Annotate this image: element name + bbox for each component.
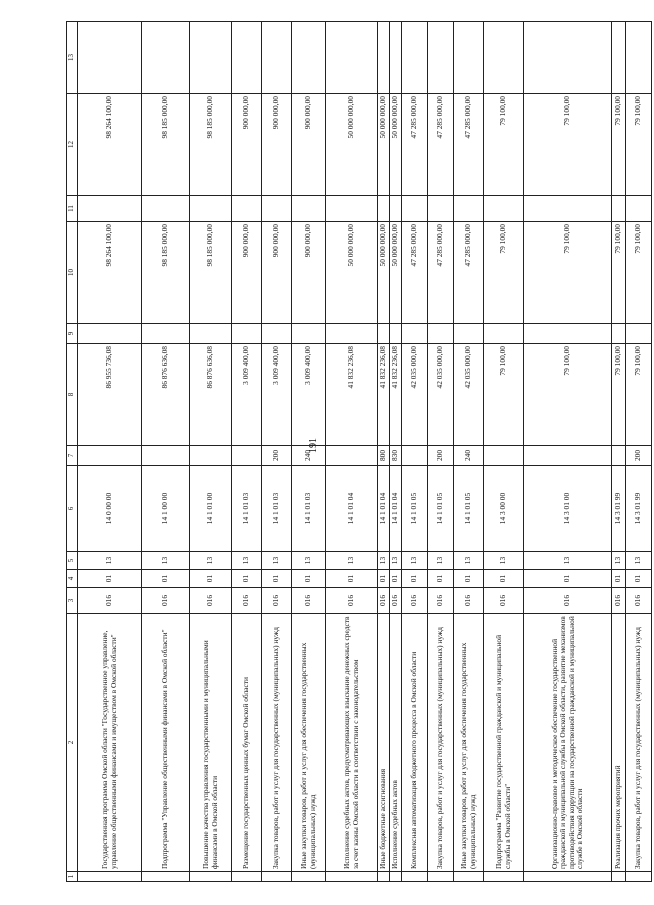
cell-c12: 79 100,00 bbox=[484, 94, 524, 196]
cell-c11 bbox=[378, 196, 390, 222]
cell-c3: 016 bbox=[326, 588, 378, 614]
cell-c5: 13 bbox=[262, 552, 292, 570]
cell-c10: 50 000 000,00 bbox=[378, 222, 390, 324]
cell-c9 bbox=[402, 324, 428, 344]
column-number: 1 bbox=[67, 872, 78, 882]
cell-c9 bbox=[232, 324, 262, 344]
cell-c5: 13 bbox=[326, 552, 378, 570]
cell-c9 bbox=[626, 324, 652, 344]
cell-c4: 01 bbox=[378, 570, 390, 588]
row-name-cell: Реализация прочих мероприятий bbox=[612, 614, 626, 872]
cell-c11 bbox=[142, 196, 190, 222]
cell-c8: 86 876 636,08 bbox=[142, 344, 190, 446]
cell-c1 bbox=[626, 872, 652, 882]
table-row bbox=[232, 22, 262, 882]
cell-c7: 240 bbox=[292, 446, 326, 466]
cell-c12: 47 285 000,00 bbox=[402, 94, 428, 196]
column-number: 5 bbox=[67, 552, 78, 570]
column-number: 8 bbox=[67, 344, 78, 446]
column-number: 7 bbox=[67, 446, 78, 466]
cell-c1 bbox=[190, 872, 232, 882]
cell-c4: 01 bbox=[390, 570, 402, 588]
cell-c1 bbox=[262, 872, 292, 882]
cell-c3: 016 bbox=[484, 588, 524, 614]
column-number: 9 bbox=[67, 324, 78, 344]
cell-c4: 01 bbox=[292, 570, 326, 588]
cell-c3: 016 bbox=[142, 588, 190, 614]
cell-c9 bbox=[378, 324, 390, 344]
cell-c6: 14 1 00 00 bbox=[142, 466, 190, 552]
table-row bbox=[484, 22, 524, 882]
table-row bbox=[292, 22, 326, 882]
cell-c7: 830 bbox=[390, 446, 402, 466]
cell-c4: 01 bbox=[402, 570, 428, 588]
cell-c5: 13 bbox=[142, 552, 190, 570]
cell-c8: 86 876 636,08 bbox=[190, 344, 232, 446]
cell-c13 bbox=[190, 22, 232, 94]
cell-c13 bbox=[262, 22, 292, 94]
cell-c4: 01 bbox=[232, 570, 262, 588]
cell-c12: 79 100,00 bbox=[524, 94, 612, 196]
cell-c11 bbox=[390, 196, 402, 222]
row-name-cell: Исполнение судебных актов, предусматривающих взыскание денежных средств за счет казны Омской области в соответствии с законодательством bbox=[326, 614, 378, 872]
cell-c13 bbox=[612, 22, 626, 94]
cell-c8: 79 100,00 bbox=[612, 344, 626, 446]
cell-c7: 200 bbox=[262, 446, 292, 466]
cell-c9 bbox=[190, 324, 232, 344]
cell-c6: 14 3 01 00 bbox=[524, 466, 612, 552]
cell-c4: 01 bbox=[612, 570, 626, 588]
cell-c3: 016 bbox=[190, 588, 232, 614]
cell-c8: 79 100,00 bbox=[626, 344, 652, 446]
cell-c8: 79 100,00 bbox=[484, 344, 524, 446]
column-number-row bbox=[67, 22, 78, 882]
cell-c6: 14 1 01 04 bbox=[378, 466, 390, 552]
cell-c1 bbox=[378, 872, 390, 882]
cell-c9 bbox=[78, 324, 142, 344]
table-row bbox=[142, 22, 190, 882]
column-number: 3 bbox=[67, 588, 78, 614]
cell-c5: 13 bbox=[454, 552, 484, 570]
cell-c12: 900 000,00 bbox=[232, 94, 262, 196]
cell-c6: 14 1 01 04 bbox=[390, 466, 402, 552]
cell-c9 bbox=[292, 324, 326, 344]
row-name-cell: Иные закупки товаров, работ и услуг для обеспечения государственных (муниципальных) нужд bbox=[454, 614, 484, 872]
row-name-cell: Организационно-правовое и методическое обеспечение государственной гражданской и муниципальной службы в Омской области, развитие механизмов противодействия коррупции на государственной гражданской и муниципальной службе в Омской области bbox=[524, 614, 612, 872]
cell-c5: 13 bbox=[390, 552, 402, 570]
cell-c4: 01 bbox=[142, 570, 190, 588]
cell-c10: 98 264 100,00 bbox=[78, 222, 142, 324]
cell-c13 bbox=[142, 22, 190, 94]
table-row bbox=[190, 22, 232, 882]
cell-c13 bbox=[326, 22, 378, 94]
cell-c7 bbox=[78, 446, 142, 466]
cell-c4: 01 bbox=[524, 570, 612, 588]
cell-c1 bbox=[428, 872, 454, 882]
table-row bbox=[78, 22, 142, 882]
cell-c7: 800 bbox=[378, 446, 390, 466]
column-number: 11 bbox=[67, 196, 78, 222]
cell-c5: 13 bbox=[292, 552, 326, 570]
cell-c8: 3 009 400,00 bbox=[292, 344, 326, 446]
cell-c10: 50 000 000,00 bbox=[326, 222, 378, 324]
cell-c3: 016 bbox=[378, 588, 390, 614]
budget-table bbox=[66, 21, 652, 882]
cell-c10: 79 100,00 bbox=[524, 222, 612, 324]
column-number: 12 bbox=[67, 94, 78, 196]
table-row bbox=[390, 22, 402, 882]
cell-c8: 86 955 736,08 bbox=[78, 344, 142, 446]
cell-c6: 14 1 01 05 bbox=[454, 466, 484, 552]
cell-c9 bbox=[142, 324, 190, 344]
cell-c8: 3 009 400,00 bbox=[262, 344, 292, 446]
cell-c4: 01 bbox=[626, 570, 652, 588]
table-row bbox=[402, 22, 428, 882]
cell-c3: 016 bbox=[78, 588, 142, 614]
cell-c6: 14 1 01 03 bbox=[262, 466, 292, 552]
cell-c1 bbox=[292, 872, 326, 882]
cell-c11 bbox=[190, 196, 232, 222]
cell-c12: 50 000 000,00 bbox=[326, 94, 378, 196]
cell-c11 bbox=[402, 196, 428, 222]
cell-c7: 200 bbox=[428, 446, 454, 466]
cell-c11 bbox=[484, 196, 524, 222]
table-row bbox=[612, 22, 626, 882]
cell-c4: 01 bbox=[484, 570, 524, 588]
cell-c6: 14 1 01 05 bbox=[402, 466, 428, 552]
cell-c11 bbox=[78, 196, 142, 222]
cell-c10: 98 185 000,00 bbox=[142, 222, 190, 324]
row-name-cell: Закупка товаров, работ и услуг для государственных (муниципальных) нужд bbox=[626, 614, 652, 872]
cell-c10: 50 000 000,00 bbox=[390, 222, 402, 324]
cell-c8: 42 035 000,00 bbox=[428, 344, 454, 446]
cell-c3: 016 bbox=[292, 588, 326, 614]
cell-c12: 900 000,00 bbox=[262, 94, 292, 196]
cell-c1 bbox=[232, 872, 262, 882]
cell-c7 bbox=[402, 446, 428, 466]
cell-c5: 13 bbox=[428, 552, 454, 570]
cell-c13 bbox=[232, 22, 262, 94]
cell-c5: 13 bbox=[232, 552, 262, 570]
cell-c7 bbox=[232, 446, 262, 466]
cell-c7 bbox=[612, 446, 626, 466]
cell-c7 bbox=[190, 446, 232, 466]
cell-c9 bbox=[524, 324, 612, 344]
table-row bbox=[626, 22, 652, 882]
cell-c1 bbox=[524, 872, 612, 882]
cell-c3: 016 bbox=[402, 588, 428, 614]
cell-c3: 016 bbox=[524, 588, 612, 614]
row-name-cell: Закупка товаров, работ и услуг для государственных (муниципальных) нужд bbox=[428, 614, 454, 872]
cell-c12: 98 264 100,00 bbox=[78, 94, 142, 196]
cell-c13 bbox=[378, 22, 390, 94]
cell-c11 bbox=[232, 196, 262, 222]
cell-c4: 01 bbox=[326, 570, 378, 588]
cell-c9 bbox=[326, 324, 378, 344]
table-body bbox=[78, 22, 652, 882]
cell-c13 bbox=[484, 22, 524, 94]
column-number: 13 bbox=[67, 22, 78, 94]
cell-c11 bbox=[524, 196, 612, 222]
table-row bbox=[454, 22, 484, 882]
table-row bbox=[326, 22, 378, 882]
cell-c8: 42 035 000,00 bbox=[402, 344, 428, 446]
cell-c6: 14 0 00 00 bbox=[78, 466, 142, 552]
table-row bbox=[262, 22, 292, 882]
cell-c10: 79 100,00 bbox=[484, 222, 524, 324]
cell-c8: 41 832 236,08 bbox=[390, 344, 402, 446]
cell-c13 bbox=[626, 22, 652, 94]
row-name-cell: Повышение качества управления государственными и муниципальными финансами в Омской области bbox=[190, 614, 232, 872]
cell-c5: 13 bbox=[402, 552, 428, 570]
cell-c5: 13 bbox=[524, 552, 612, 570]
cell-c4: 01 bbox=[428, 570, 454, 588]
row-name-cell: Исполнение судебных актов bbox=[390, 614, 402, 872]
cell-c13 bbox=[78, 22, 142, 94]
cell-c11 bbox=[428, 196, 454, 222]
cell-c4: 01 bbox=[78, 570, 142, 588]
row-name-cell: Закупка товаров, работ и услуг для государственных (муниципальных) нужд bbox=[262, 614, 292, 872]
row-name-cell: Иные бюджетные ассигнования bbox=[378, 614, 390, 872]
cell-c11 bbox=[326, 196, 378, 222]
row-name-cell: Размещение государственных ценных бумаг Омской области bbox=[232, 614, 262, 872]
cell-c12: 900 000,00 bbox=[292, 94, 326, 196]
cell-c5: 13 bbox=[612, 552, 626, 570]
column-number: 6 bbox=[67, 466, 78, 552]
cell-c3: 016 bbox=[390, 588, 402, 614]
cell-c12: 47 285 000,00 bbox=[428, 94, 454, 196]
table-row bbox=[378, 22, 390, 882]
cell-c9 bbox=[612, 324, 626, 344]
cell-c8: 42 035 000,00 bbox=[454, 344, 484, 446]
cell-c1 bbox=[454, 872, 484, 882]
cell-c5: 13 bbox=[190, 552, 232, 570]
cell-c10: 79 100,00 bbox=[626, 222, 652, 324]
cell-c3: 016 bbox=[262, 588, 292, 614]
cell-c1 bbox=[326, 872, 378, 882]
cell-c7 bbox=[142, 446, 190, 466]
cell-c1 bbox=[484, 872, 524, 882]
cell-c11 bbox=[626, 196, 652, 222]
row-name-cell: Подпрограмма "Развитие государственной гражданской и муниципальной службы в Омской области" bbox=[484, 614, 524, 872]
cell-c5: 13 bbox=[78, 552, 142, 570]
cell-c7 bbox=[484, 446, 524, 466]
table-row bbox=[428, 22, 454, 882]
cell-c11 bbox=[292, 196, 326, 222]
cell-c13 bbox=[524, 22, 612, 94]
cell-c8: 41 832 236,08 bbox=[326, 344, 378, 446]
cell-c12: 47 285 000,00 bbox=[454, 94, 484, 196]
cell-c6: 14 3 01 99 bbox=[612, 466, 626, 552]
cell-c13 bbox=[402, 22, 428, 94]
cell-c4: 01 bbox=[454, 570, 484, 588]
rotated-table-container bbox=[66, 22, 654, 882]
cell-c6: 14 3 00 00 bbox=[484, 466, 524, 552]
cell-c6: 14 1 01 00 bbox=[190, 466, 232, 552]
cell-c12: 50 000 000,00 bbox=[378, 94, 390, 196]
cell-c5: 13 bbox=[378, 552, 390, 570]
table-row bbox=[524, 22, 612, 882]
cell-c12: 98 185 000,00 bbox=[190, 94, 232, 196]
cell-c10: 47 285 000,00 bbox=[454, 222, 484, 324]
cell-c6: 14 3 01 99 bbox=[626, 466, 652, 552]
row-name-cell: Комплексная автоматизация бюджетного процесса в Омской области bbox=[402, 614, 428, 872]
column-number: 10 bbox=[67, 222, 78, 324]
cell-c9 bbox=[390, 324, 402, 344]
cell-c1 bbox=[612, 872, 626, 882]
cell-c1 bbox=[402, 872, 428, 882]
cell-c11 bbox=[612, 196, 626, 222]
cell-c9 bbox=[262, 324, 292, 344]
cell-c3: 016 bbox=[428, 588, 454, 614]
cell-c3: 016 bbox=[612, 588, 626, 614]
cell-c8: 41 832 236,08 bbox=[378, 344, 390, 446]
cell-c10: 79 100,00 bbox=[612, 222, 626, 324]
cell-c3: 016 bbox=[454, 588, 484, 614]
cell-c10: 900 000,00 bbox=[292, 222, 326, 324]
cell-c13 bbox=[292, 22, 326, 94]
cell-c13 bbox=[428, 22, 454, 94]
cell-c3: 016 bbox=[232, 588, 262, 614]
cell-c7: 200 bbox=[626, 446, 652, 466]
cell-c1 bbox=[78, 872, 142, 882]
row-name-cell: Иные закупки товаров, работ и услуг для обеспечения государственных (муниципальных) нужд bbox=[292, 614, 326, 872]
cell-c7 bbox=[326, 446, 378, 466]
cell-c10: 900 000,00 bbox=[262, 222, 292, 324]
cell-c12: 79 100,00 bbox=[612, 94, 626, 196]
cell-c10: 98 185 000,00 bbox=[190, 222, 232, 324]
cell-c13 bbox=[390, 22, 402, 94]
cell-c5: 13 bbox=[484, 552, 524, 570]
cell-c12: 98 185 000,00 bbox=[142, 94, 190, 196]
cell-c9 bbox=[428, 324, 454, 344]
cell-c12: 50 000 000,00 bbox=[390, 94, 402, 196]
cell-c12: 79 100,00 bbox=[626, 94, 652, 196]
cell-c11 bbox=[262, 196, 292, 222]
cell-c6: 14 1 01 04 bbox=[326, 466, 378, 552]
cell-c9 bbox=[454, 324, 484, 344]
cell-c4: 01 bbox=[190, 570, 232, 588]
cell-c13 bbox=[454, 22, 484, 94]
cell-c6: 14 1 01 05 bbox=[428, 466, 454, 552]
cell-c6: 14 1 01 03 bbox=[292, 466, 326, 552]
column-number: 4 bbox=[67, 570, 78, 588]
cell-c10: 47 285 000,00 bbox=[428, 222, 454, 324]
cell-c3: 016 bbox=[626, 588, 652, 614]
cell-c9 bbox=[484, 324, 524, 344]
column-number: 2 bbox=[67, 614, 78, 872]
cell-c5: 13 bbox=[626, 552, 652, 570]
cell-c1 bbox=[142, 872, 190, 882]
cell-c10: 47 285 000,00 bbox=[402, 222, 428, 324]
cell-c1 bbox=[390, 872, 402, 882]
cell-c8: 3 009 400,00 bbox=[232, 344, 262, 446]
cell-c11 bbox=[454, 196, 484, 222]
cell-c6: 14 1 01 03 bbox=[232, 466, 262, 552]
row-name-cell: Подпрограмма "Управление общественными финансами в Омской области" bbox=[142, 614, 190, 872]
cell-c8: 79 100,00 bbox=[524, 344, 612, 446]
cell-c4: 01 bbox=[262, 570, 292, 588]
page-number: 191 bbox=[308, 438, 319, 453]
cell-c7 bbox=[524, 446, 612, 466]
cell-c7: 240 bbox=[454, 446, 484, 466]
cell-c10: 900 000,00 bbox=[232, 222, 262, 324]
row-name-cell: Государственная программа Омской области "Государственное управление, управление общественными финансами и имуществом в Омской области" bbox=[78, 614, 142, 872]
